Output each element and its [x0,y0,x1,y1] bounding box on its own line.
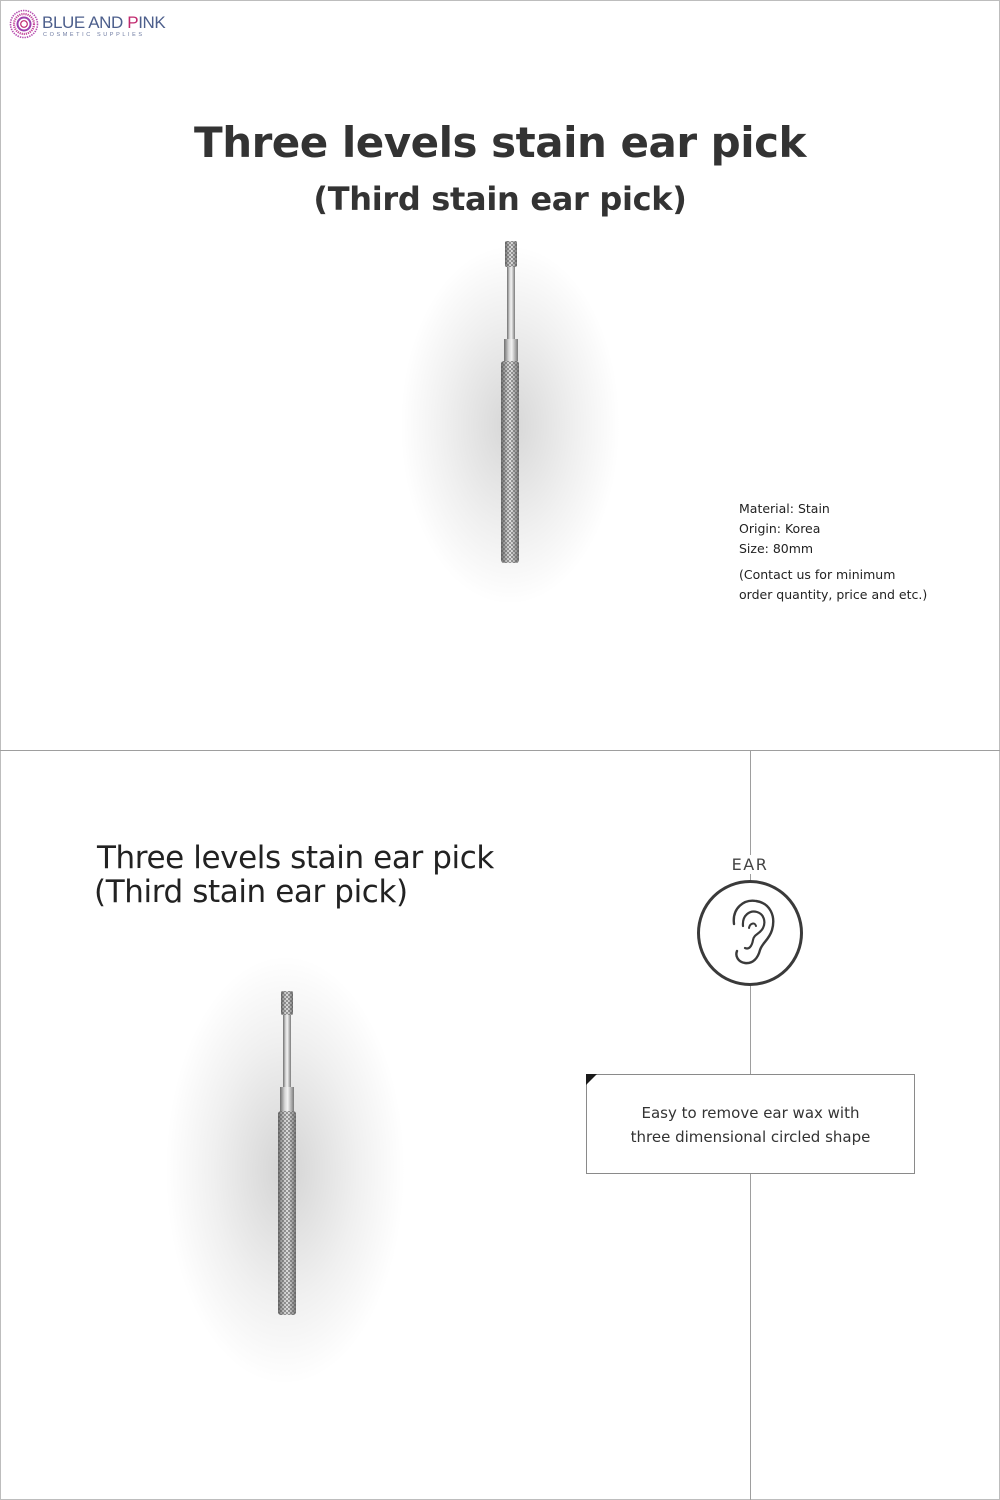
product-image-ear-pick [380,225,640,615]
spec-material: Material: Stain [739,501,830,516]
detail-subtitle: (Third stain ear pick) [94,874,408,910]
spec-origin: Origin: Korea [739,521,821,536]
ear-label: EAR [700,855,800,874]
section-divider [0,750,1000,751]
feature-callout [586,1074,915,1174]
brand-name-p: P [127,13,139,32]
brand-name-lue: LUE AND [52,13,128,32]
brand-logo[interactable] [9,9,179,41]
detail-title: Three levels stain ear pick [97,840,494,876]
product-specs [739,499,959,605]
spec-note-line1: (Contact us for minimum [739,567,896,582]
logo-mark-icon [9,9,39,39]
brand-name-ink: INK [138,13,166,32]
ear-icon [718,896,782,970]
hero-subtitle: (Third stain ear pick) [313,180,687,218]
hero-title: Three levels stain ear pick [194,118,806,167]
spec-size: Size: 80mm [739,541,814,556]
product-image-ear-pick-detail [155,945,415,1395]
callout-corner-mark [586,1074,597,1085]
brand-name [42,13,165,33]
ear-badge [697,880,803,986]
feature-description: Easy to remove ear wax with three dimensional circled shape [630,1104,871,1146]
brand-name-b: B [42,13,53,32]
spec-note-line2: order quantity, price and etc.) [739,587,928,602]
brand-tagline: COSMETIC SUPPLIES [43,32,145,38]
